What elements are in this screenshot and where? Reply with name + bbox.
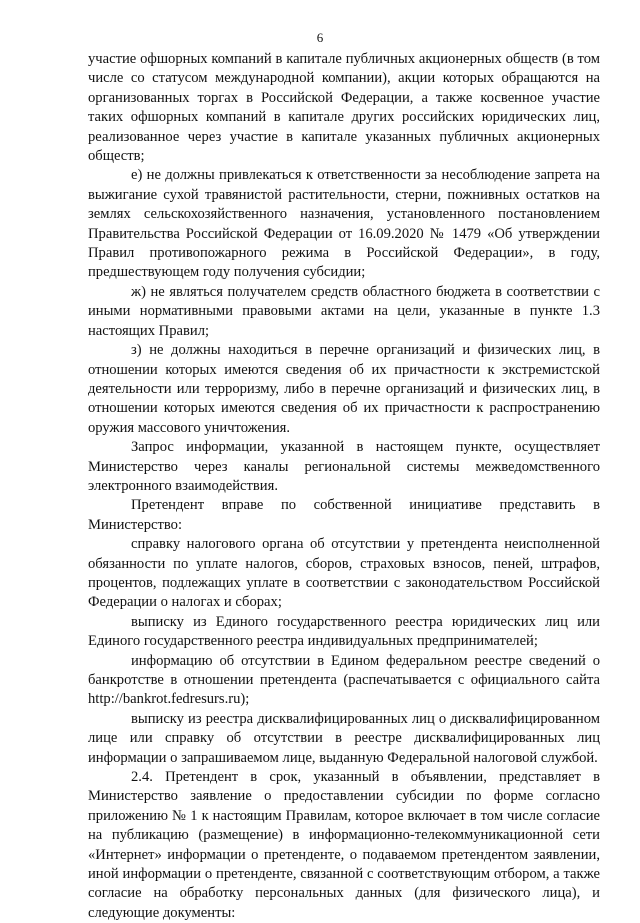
paragraph-offshore-participation: участие офшорных компаний в капитале публичных акционерных обществ (в том числе со статусом международной компании), акции которых обращаются на организованных торгах в Российской Федерации, а также косвенное участие таких офшорных компаний в капитале других российских юридических лиц, реализованное через участие в капитале указанных публичных акционерных обществ; (88, 51, 600, 165)
paragraph-info-request: Запрос информации, указанной в настоящем пункте, осуществляет Министерство через каналы региональной системы межведомственного электронного взаимодействия. (88, 439, 600, 494)
document-body (88, 50, 600, 923)
page-number: 6 (316, 30, 324, 45)
paragraph-item-z: з) не должны находиться в перечне организаций и физических лиц, в отношении которых имеются сведения об их причастности к экстремистской деятельности или терроризму, либо в перечне организаций и физических лиц, в отношении которых имеются сведения об их причастности к распространению оружия массового уничтожения. (88, 342, 600, 436)
paragraph-applicant-initiative: Претендент вправе по собственной инициативе представить в Министерство: (88, 497, 600, 533)
paragraph-section-2-4: 2.4. Претендент в срок, указанный в объявлении, представляет в Министерство заявление о предоставлении субсидии по форме согласно приложению № 1 к настоящим Правилам, которое включает в том числе согласие на публикацию (размещение) в информационно-телекоммуникационной сети «Интернет» информации о претенденте, о подаваемом претендентом заявлении, иной информации о претенденте, связанной с соответствующим отбором, а также согласие на обработку персональных данных (для физического лица), и следующие документы: (88, 769, 600, 921)
paragraph-bankruptcy-info: информацию об отсутствии в Едином федеральном реестре сведений о банкротстве в отношении претендента (распечатывается с официального сайта http://bankrot.fedresurs.ru); (88, 652, 600, 708)
paragraph-registry-extract: выписку из Единого государственного реестра юридических лиц или Единого государственного реестра индивидуальных предпринимателей; (88, 613, 600, 650)
paragraph-tax-certificate: справку налогового органа об отсутствии у претендента неисполненной обязанности по уплате налогов, сборов, страховых взносов, пеней, штрафов, процентов, подлежащих уплате в соответствии с законодательством Российской Федерации о налогах и сборах; (88, 536, 600, 611)
paragraph-item-zh: ж) не являться получателем средств областного бюджета в соответствии с иными нормативными правовыми актами на цели, указанные в пункте 1.3 настоящих Правил; (88, 283, 600, 339)
paragraph-item-e: е) не должны привлекаться к ответственности за несоблюдение запрета на выжигание сухой травянистой растительности, стерни, пожнивных остатков на землях сельскохозяйственного назначения, установленного постановлением Правительства Российской Федерации от 16.09.2020 № 1479 «Об утверждении Правил противопожарного режима в Российской Федерации», в году, предшествующем году получения субсидии; (88, 167, 600, 281)
paragraph-disqualified-extract: выписку из реестра дисквалифицированных лиц о дисквалифицированном лице или справку об отсутствии в реестре дисквалифицированных лиц информации о запрашиваемом лице, выданную Федеральной налоговой службой. (88, 710, 600, 766)
